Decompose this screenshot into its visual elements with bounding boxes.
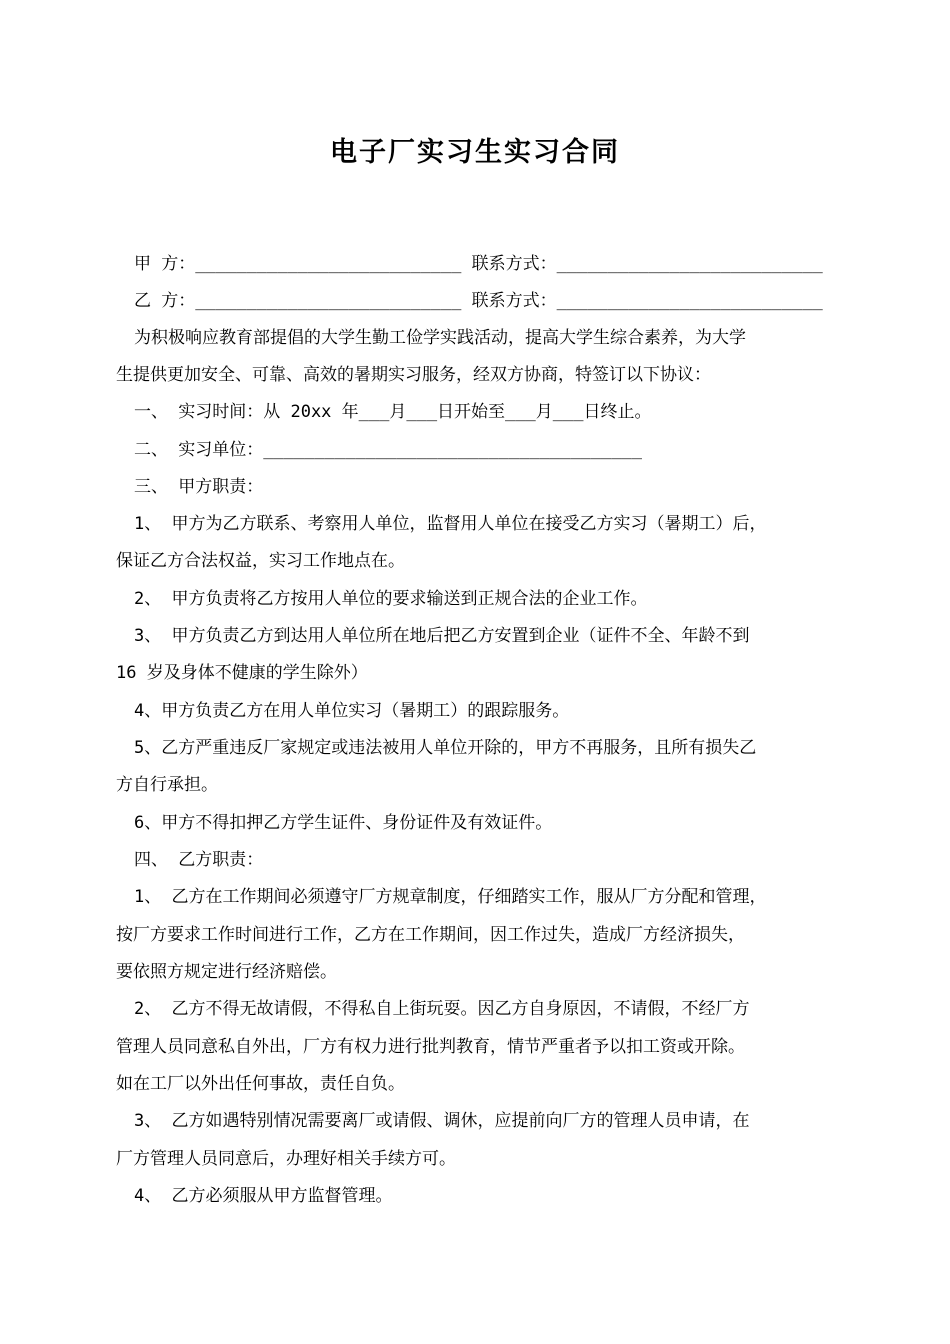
- clause-line: 管理人员同意私自外出，厂方有权力进行批判教育，情节严重者予以扣工资或开除。: [116, 1037, 745, 1057]
- clause-line: 一、 实习时间：从 20xx 年___月___日开始至___月___日终止。: [134, 402, 652, 422]
- clause-line: 3、 甲方负责乙方到达用人单位所在地后把乙方安置到企业（证件不全、年龄不到: [134, 626, 750, 646]
- clause-line: 1、 乙方在工作期间必须遵守厂方规章制度，仔细踏实工作，服从厂方分配和管理，: [134, 887, 767, 907]
- clause-line: 按厂方要求工作时间进行工作，乙方在工作期间，因工作过失，造成厂方经济损失，: [116, 925, 745, 945]
- clause-line: 方自行承担。: [116, 775, 218, 795]
- clause-line: 如在工厂以外出任何事故，责任自负。: [116, 1074, 405, 1094]
- clause-line: 16 岁及身体不健康的学生除外）: [116, 663, 368, 683]
- section-heading: 四、 乙方职责：: [134, 850, 264, 870]
- party-b-line: 乙 方：__________________________ 联系方式：__________________________: [134, 291, 823, 311]
- paragraph-line: 为积极响应教育部提倡的大学生勤工俭学实践活动，提高大学生综合素养，为大学: [134, 328, 746, 348]
- clause-line: 要依照方规定进行经济赔偿。: [116, 962, 337, 982]
- clause-line: 6、甲方不得扣押乙方学生证件、身份证件及有效证件。: [134, 813, 553, 833]
- clause-line: 2、 乙方不得无故请假，不得私自上街玩耍。因乙方自身原因，不请假，不经厂方: [134, 999, 750, 1019]
- clause-line: 二、 实习单位：_____________________________________: [134, 440, 642, 460]
- party-a-line: 甲 方：__________________________ 联系方式：__________________________: [134, 254, 823, 274]
- document-title: 电子厂实习生实习合同: [330, 137, 620, 168]
- clause-line: 厂方管理人员同意后，办理好相关手续方可。: [116, 1149, 456, 1169]
- clause-line: 1、 甲方为乙方联系、考察用人单位，监督用人单位在接受乙方实习（暑期工）后，: [134, 514, 767, 534]
- clause-line: 4、甲方负责乙方在用人单位实习（暑期工）的跟踪服务。: [134, 701, 570, 721]
- section-heading: 三、 甲方职责：: [134, 477, 264, 497]
- clause-line: 5、乙方严重违反厂家规定或违法被用人单位开除的，甲方不再服务，且所有损失乙: [134, 738, 757, 758]
- clause-line: 4、 乙方必须服从甲方监督管理。: [134, 1186, 393, 1206]
- clause-line: 3、 乙方如遇特别情况需要离厂或请假、调休，应提前向厂方的管理人员申请，在: [134, 1111, 750, 1131]
- paragraph-line: 生提供更加安全、可靠、高效的暑期实习服务，经双方协商，特签订以下协议：: [116, 365, 711, 385]
- clause-line: 保证乙方合法权益，实习工作地点在。: [116, 551, 405, 571]
- clause-line: 2、 甲方负责将乙方按用人单位的要求输送到正规合法的企业工作。: [134, 589, 648, 609]
